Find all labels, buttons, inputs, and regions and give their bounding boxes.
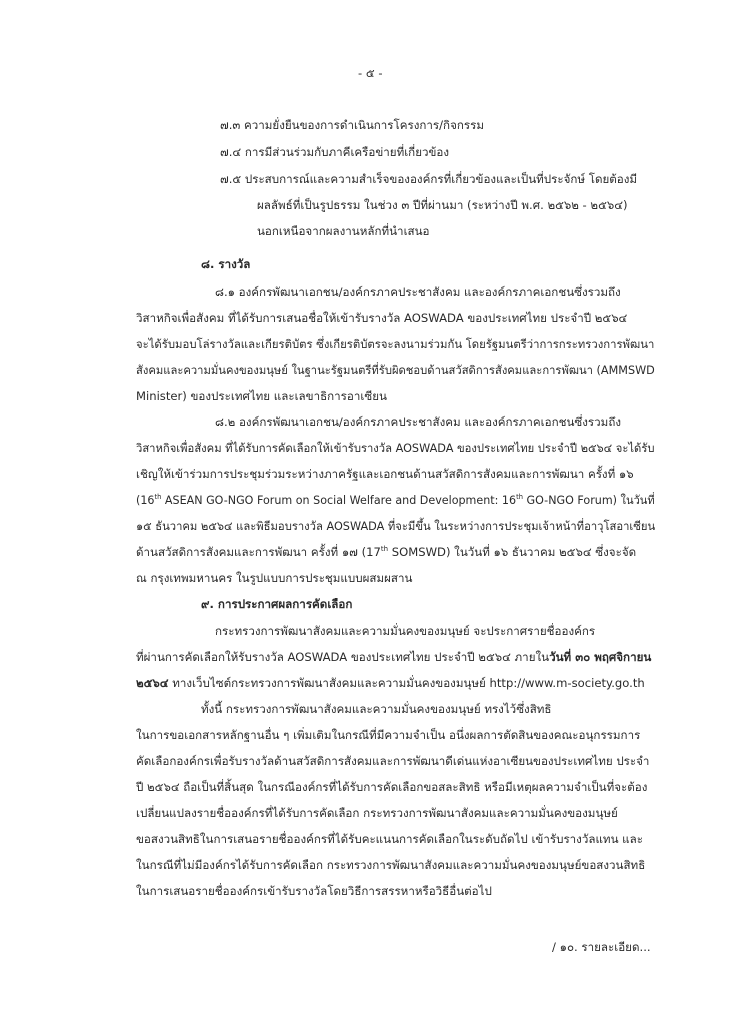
ordinal-sup-1: th [154, 493, 162, 501]
section-9-p1-line-3 [136, 676, 645, 691]
section-7-item-4: ๗.๔ การมีส่วนร่วมกับภาคีเครือข่ายที่เกี่ยวข้อง [220, 145, 450, 159]
section-9-p2-line-3: คัดเลือกองค์กรเพื่อรับรางวัลด้านสวัสดิการสังคมและการพัฒนาดีเด่นแห่งอาเซียนของประเทศไทย ประจำ [136, 754, 650, 768]
section-9-p2-line-1: ทั้งนี้ กระทรวงการพัฒนาสังคมและความมั่นคงของมนุษย์ ทรงไว้ซึ่งสิทธิ [201, 702, 552, 716]
ordinal-sup-3: th [380, 545, 389, 553]
page-number: - ๕ - [358, 66, 383, 80]
announce-date: วันที่ ๓๐ พฤศจิกายน [549, 650, 652, 664]
section-8-2-line-2: วิสาหกิจเพื่อสังคม ที่ได้รับการคัดเลือกให้เข้ารับรางวัล AOSWADA ของประเทศไทย ประจำปี ๒๕๖๔ จะได้รับ [136, 441, 655, 455]
section-8-2-line-6 [136, 545, 636, 560]
section-9-p1-line-2 [136, 650, 651, 665]
section-8-1-line-3: จะได้รับมอบโล่รางวัลและเกียรติบัตร ซึ่งเกียรติบัตรจะลงนามร่วมกัน โดยรัฐมนตรีว่าการกระทรวงการพัฒนา [136, 337, 655, 351]
section-8-2-line-1: ๘.๒ องค์กรพัฒนาเอกชน/องค์กรภาคประชาสังคม และองค์กรภาคเอกชนซึ่งรวมถึง [215, 415, 621, 429]
section-8-2-line-7: ณ กรุงเทพมหานคร ในรูปแบบการประชุมแบบผสมผสาน [136, 571, 413, 585]
section-8-2-line-4 [136, 493, 655, 508]
section-9-heading: ๙. การประกาศผลการคัดเลือก [201, 597, 353, 611]
section-8-1-line-4: สังคมและความมั่นคงของมนุษย์ ในฐานะรัฐมนตรีที่รับผิดชอบด้านสวัสดิการสังคมและการพัฒนา (AMMSWD [136, 363, 655, 377]
section-7-item-5-line-3: นอกเหนือจากผลงานหลักที่นำเสนอ [257, 224, 430, 238]
section-8-1-line-2: วิสาหกิจเพื่อสังคม ที่ได้รับการเสนอชื่อให้เข้ารับรางวัล AOSWADA ของประเทศไทย ประจำปี ๒๕๖๔ [136, 311, 628, 325]
section-7-item-3: ๗.๓ ความยั่งยืนของการดำเนินการโครงการ/กิจกรรม [220, 118, 484, 132]
ordinal-sup-2: th [516, 493, 523, 501]
section-8-heading: ๘. รางวัล [201, 257, 251, 271]
section-9-p1-line-1: กระทรวงการพัฒนาสังคมและความมั่นคงของมนุษย์ จะประกาศรายชื่อองค์กร [215, 624, 596, 638]
section-9-p2-line-6: ขอสงวนสิทธิในการเสนอรายชื่อองค์กรที่ได้รับคะแนนการคัดเลือกในระดับถัดไป เข้ารับรางวัลแทน และ [136, 832, 643, 846]
forum-text-b: ASEAN GO-NGO Forum on Social Welfare and Development: 16 [161, 493, 517, 507]
announce-year: ๒๕๖๔ [136, 676, 169, 690]
section-8-1-line-1: ๘.๑ องค์กรพัฒนาเอกชน/องค์กรภาคประชาสังคม และองค์กรภาคเอกชนซึ่งรวมถึง [215, 285, 621, 299]
section-7-item-5-line-2: ผลลัพธ์ที่เป็นรูปธรรม ในช่วง ๓ ปีที่ผ่านมา (ระหว่างปี พ.ศ. ๒๕๖๒ - ๒๕๖๔) [257, 198, 628, 212]
section-9-p2-line-7: ในกรณีที่ไม่มีองค์กรได้รับการคัดเลือก กระทรวงการพัฒนาสังคมและความมั่นคงของมนุษย์ขอสงวนสิทธิ [136, 858, 646, 872]
section-9-p2-line-8: ในการเสนอรายชื่อองค์กรเข้ารับรางวัลโดยวิธีการสรรหาหรือวิธีอื่นต่อไป [136, 884, 492, 898]
somswd-text-a: ด้านสวัสดิการสังคมและการพัฒนา ครั้งที่ ๑๗ (17 [136, 545, 381, 559]
section-8-2-line-3: เชิญให้เข้าร่วมการประชุมร่วมระหว่างภาครัฐและเอกชนด้านสวัสดิการสังคมและการพัฒนา ครั้งที่ ๑๖ [136, 467, 634, 481]
section-9-p2-line-4: ปี ๒๕๖๔ ถือเป็นที่สิ้นสุด ในกรณีองค์กรที่ได้รับการคัดเลือกขอสละสิทธิ หรือมีเหตุผลความจำเป็นที่จะต้อง [136, 780, 648, 794]
section-9-p2-line-5: เปลี่ยนแปลงรายชื่อองค์กรที่ได้รับการคัดเลือก กระทรวงการพัฒนาสังคมและความมั่นคงของมนุษย์ [136, 806, 618, 820]
section-8-1-line-5: Minister) ของประเทศไทย และเลขาธิการอาเซียน [136, 389, 387, 403]
section-7-item-5-line-1: ๗.๕ ประสบการณ์และความสำเร็จขององค์กรที่เกี่ยวข้องและเป็นที่ประจักษ์ โดยต้องมี [220, 172, 638, 186]
section-8-2-line-5: ๑๕ ธันวาคม ๒๕๖๔ และพิธีมอบรางวัล AOSWADA ที่จะมีขึ้น ในระหว่างการประชุมเจ้าหน้าที่อาวุโสอาเซียน [136, 519, 656, 533]
forum-text-c: GO-NGO Forum) ในวันที่ [522, 493, 655, 507]
continuation-note: / ๑๐. รายละเอียด... [552, 940, 651, 954]
forum-text-a: (16 [136, 493, 155, 507]
somswd-text-b: SOMSWD) ในวันที่ ๑๖ ธันวาคม ๒๕๖๔ ซึ่งจะจัด [388, 545, 637, 559]
section-9-p2-line-2: ในการขอเอกสารหลักฐานอื่น ๆ เพิ่มเติมในกรณีที่มีความจำเป็น อนึ่งผลการตัดสินของคณะอนุกรรมการ [136, 728, 641, 742]
announce-website: ทางเว็บไซต์กระทรวงการพัฒนาสังคมและความมั่นคงของมนุษย์ http://www.m-society.go.th [168, 676, 645, 690]
announce-text: ที่ผ่านการคัดเลือกให้รับรางวัล AOSWADA ของประเทศไทย ประจำปี ๒๕๖๔ ภายใน [136, 650, 550, 664]
